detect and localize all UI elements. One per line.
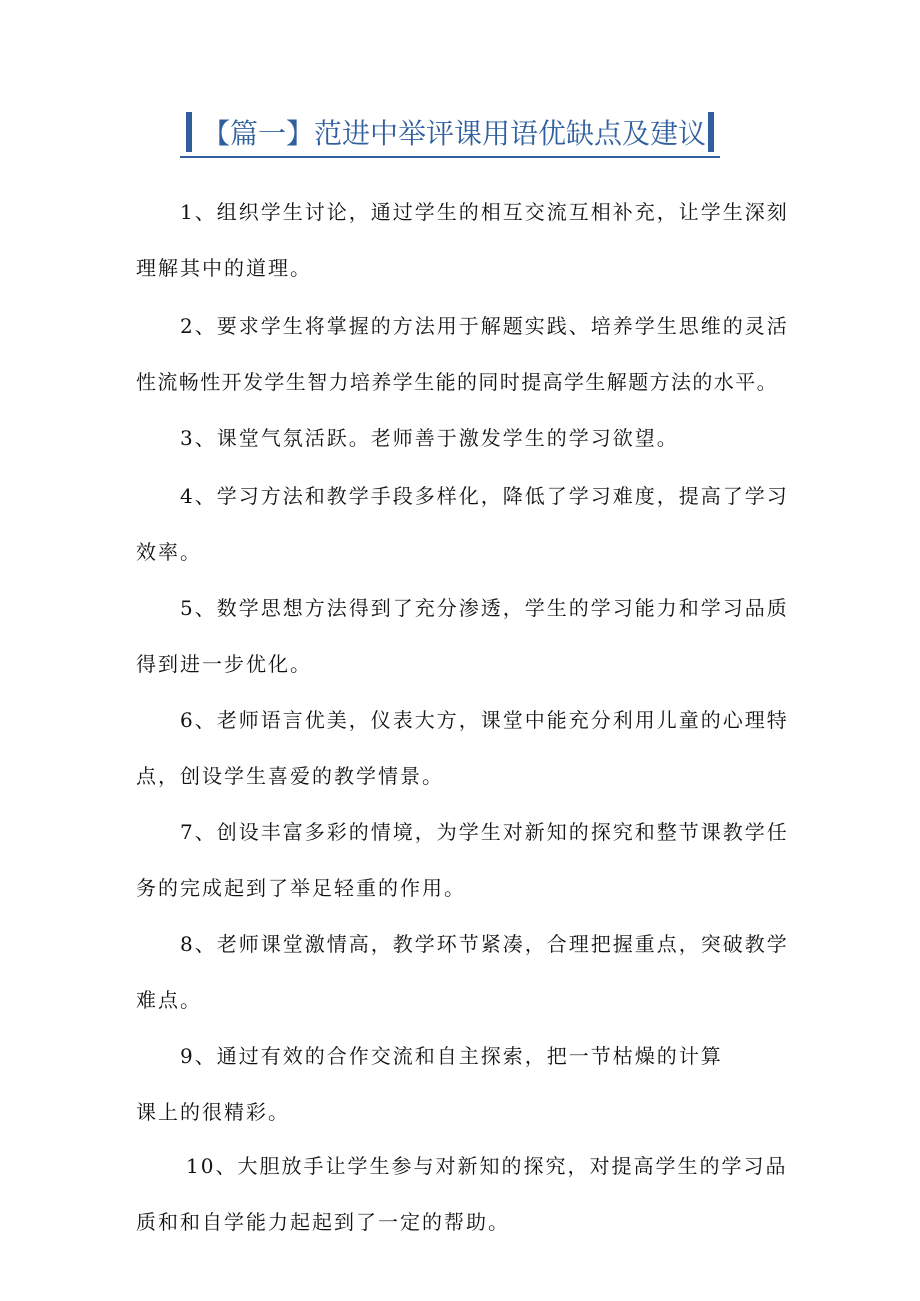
list-item-line: 质和和自学能力起起到了一定的帮助。 [136,1210,510,1234]
list-item-line: 性流畅性开发学生智力培养学生能的同时提高学生解题方法的水平。 [136,370,778,394]
title-underline [180,156,720,158]
list-item-line: 5、数学思想方法得到了充分渗透，学生的学习能力和学习品质 [180,596,789,620]
list-item-8 [136,916,789,1028]
list-item-line: 3、课堂气氛活跃。老师善于激发学生的学习欲望。 [180,426,679,450]
page-title-block [180,112,720,158]
list-item-5 [136,580,789,692]
list-item-3 [136,410,679,466]
title-right-bar [708,112,714,152]
list-item-line: 理解其中的道理。 [136,256,312,280]
list-item-line: 10、大胆放手让学生参与对新知的探究，对提高学生的学习品 [186,1154,788,1178]
list-item-line: 9、通过有效的合作交流和自主探索，把一节枯燥的计算 [180,1044,723,1068]
list-item-1 [136,184,789,296]
list-item-line: 2、要求学生将掌握的方法用于解题实践、培养学生思维的灵活 [180,314,789,338]
list-item-line: 课上的很精彩。 [136,1100,290,1124]
list-item-4 [136,468,789,580]
title-left-bar [186,112,192,152]
list-item-9 [136,1028,723,1140]
list-item-line: 4、学习方法和教学手段多样化，降低了学习难度，提高了学习 [180,484,789,508]
list-item-line: 1、组织学生讨论，通过学生的相互交流互相补充，让学生深刻 [180,200,789,224]
list-item-7 [136,804,789,916]
list-item-line: 务的完成起到了举足轻重的作用。 [136,876,466,900]
list-item-line: 8、老师课堂激情高，教学环节紧凑，合理把握重点，突破教学 [180,932,789,956]
list-item-line: 得到进一步优化。 [136,652,312,676]
list-item-line: 点，创设学生喜爱的教学情景。 [136,764,444,788]
list-item-2 [136,298,789,410]
list-item-line: 7、创设丰富多彩的情境，为学生对新知的探究和整节课教学任 [180,820,789,844]
list-item-6 [136,692,789,804]
list-item-10 [136,1138,787,1250]
page-title: 【篇一】范进中举评课用语优缺点及建议 [202,117,707,150]
list-item-line: 6、老师语言优美，仪表大方，课堂中能充分利用儿童的心理特 [180,708,789,732]
list-item-line: 难点。 [136,988,202,1012]
list-item-line: 效率。 [136,540,202,564]
